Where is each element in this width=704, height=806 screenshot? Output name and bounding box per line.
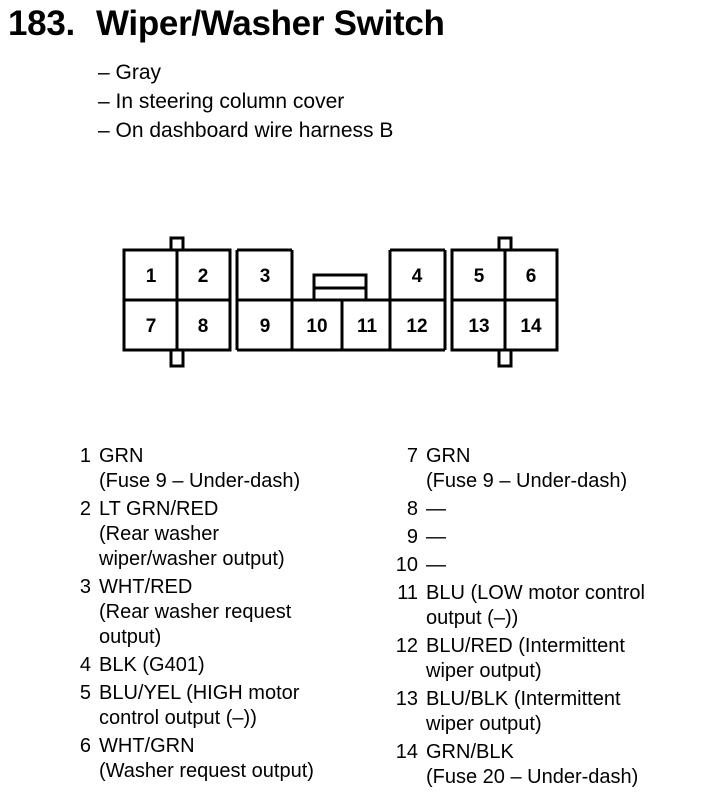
pinout-item	[58, 734, 388, 784]
pinout-list-right	[385, 444, 700, 793]
pin-description	[426, 553, 700, 578]
pin-label: 5	[473, 266, 485, 287]
pin-wire-color: BLU/YEL (HIGH motor	[99, 682, 300, 704]
pin-wire-color: GRN	[99, 445, 144, 467]
pin-label: 7	[145, 316, 157, 337]
pin-function: control output (–))	[99, 707, 257, 729]
pinout-list-left	[58, 444, 388, 787]
pin-number: 2	[79, 498, 91, 520]
note-location: – In steering column cover	[98, 90, 345, 113]
pin-number: 4	[79, 654, 91, 676]
pin-wire-color: WHT/GRN	[99, 735, 195, 757]
section-number: 183.	[8, 4, 75, 43]
pinout-item	[385, 740, 700, 790]
pin-function: output (–))	[426, 607, 519, 629]
pin-number: 6	[79, 735, 91, 757]
pin-description	[426, 444, 700, 494]
pinout-item	[58, 497, 388, 572]
pin-description	[99, 444, 388, 494]
pin-label: 3	[259, 266, 271, 287]
pin-number: 9	[406, 526, 418, 548]
pin-function: wiper output)	[426, 713, 542, 735]
note-color: – Gray	[98, 61, 162, 84]
pin-wire-color: BLU/BLK (Intermittent	[426, 688, 621, 710]
pinout-item	[58, 444, 388, 494]
pin-number: 8	[406, 498, 418, 520]
pinout-item	[385, 444, 700, 494]
pinout-item	[58, 681, 388, 731]
pin-wire-color: WHT/RED	[99, 576, 193, 598]
pin-description	[426, 497, 700, 522]
pin-function: (Fuse 9 – Under-dash)	[99, 470, 301, 492]
pin-wire-color: BLK (G401)	[99, 654, 205, 676]
component-name: Wiper/Washer Switch	[96, 4, 445, 43]
pin-label: 14	[520, 316, 542, 337]
pin-description	[426, 687, 700, 737]
pin-function: (Washer request output)	[99, 760, 314, 782]
pin-number: 1	[79, 445, 91, 467]
pinout-item	[385, 581, 700, 631]
pin-number: 12	[395, 635, 418, 657]
pin-function: (Rear washer request	[99, 601, 292, 623]
pin-label: 8	[197, 316, 209, 337]
pin-description	[99, 681, 388, 731]
pin-number: 10	[395, 554, 418, 576]
pin-function: (Fuse 9 – Under-dash)	[426, 470, 628, 492]
pin-wire-color: GRN	[426, 445, 471, 467]
pin-label: 2	[197, 266, 209, 287]
pin-number: 13	[395, 688, 418, 710]
pinout-item	[58, 653, 388, 678]
pin-label: 1	[145, 266, 157, 287]
pin-description	[99, 653, 388, 678]
pin-function: wiper/washer output)	[99, 548, 285, 570]
pin-function: (Rear washer	[99, 523, 220, 545]
pin-label: 10	[306, 316, 328, 337]
pin-wire-color: —	[426, 498, 446, 520]
pin-function: output)	[99, 626, 162, 648]
pin-description	[426, 525, 700, 550]
pin-number: 3	[79, 576, 91, 598]
pin-label: 4	[411, 266, 423, 287]
pinout-item	[385, 687, 700, 737]
note-harness: – On dashboard wire harness B	[98, 119, 394, 142]
pin-label: 6	[525, 266, 537, 287]
pin-number: 11	[397, 582, 418, 604]
pin-label: 11	[356, 316, 378, 337]
pin-wire-color: —	[426, 554, 446, 576]
pin-wire-color: LT GRN/RED	[99, 498, 219, 520]
pin-wire-color: BLU (LOW motor control	[426, 582, 645, 604]
pin-wire-color: —	[426, 526, 446, 548]
pin-description	[99, 575, 388, 650]
pin-description	[99, 734, 388, 784]
pin-description	[99, 497, 388, 572]
pinout-item	[385, 497, 700, 522]
pin-description	[426, 634, 700, 684]
pin-function: wiper output)	[426, 660, 542, 682]
pin-function: (Fuse 20 – Under-dash)	[426, 766, 639, 788]
pinout-item	[58, 575, 388, 650]
pin-wire-color: GRN/BLK	[426, 741, 514, 763]
pin-wire-color: BLU/RED (Intermittent	[426, 635, 625, 657]
pin-description	[426, 581, 700, 631]
pin-label: 12	[406, 316, 428, 337]
pinout-item	[385, 553, 700, 578]
pinout-item	[385, 634, 700, 684]
pin-label: 13	[468, 316, 490, 337]
pin-number: 7	[406, 445, 418, 467]
pin-number: 14	[395, 741, 418, 763]
pin-number: 5	[79, 682, 91, 704]
pin-description	[426, 740, 700, 790]
pinout-item	[385, 525, 700, 550]
pin-label: 9	[259, 316, 271, 337]
